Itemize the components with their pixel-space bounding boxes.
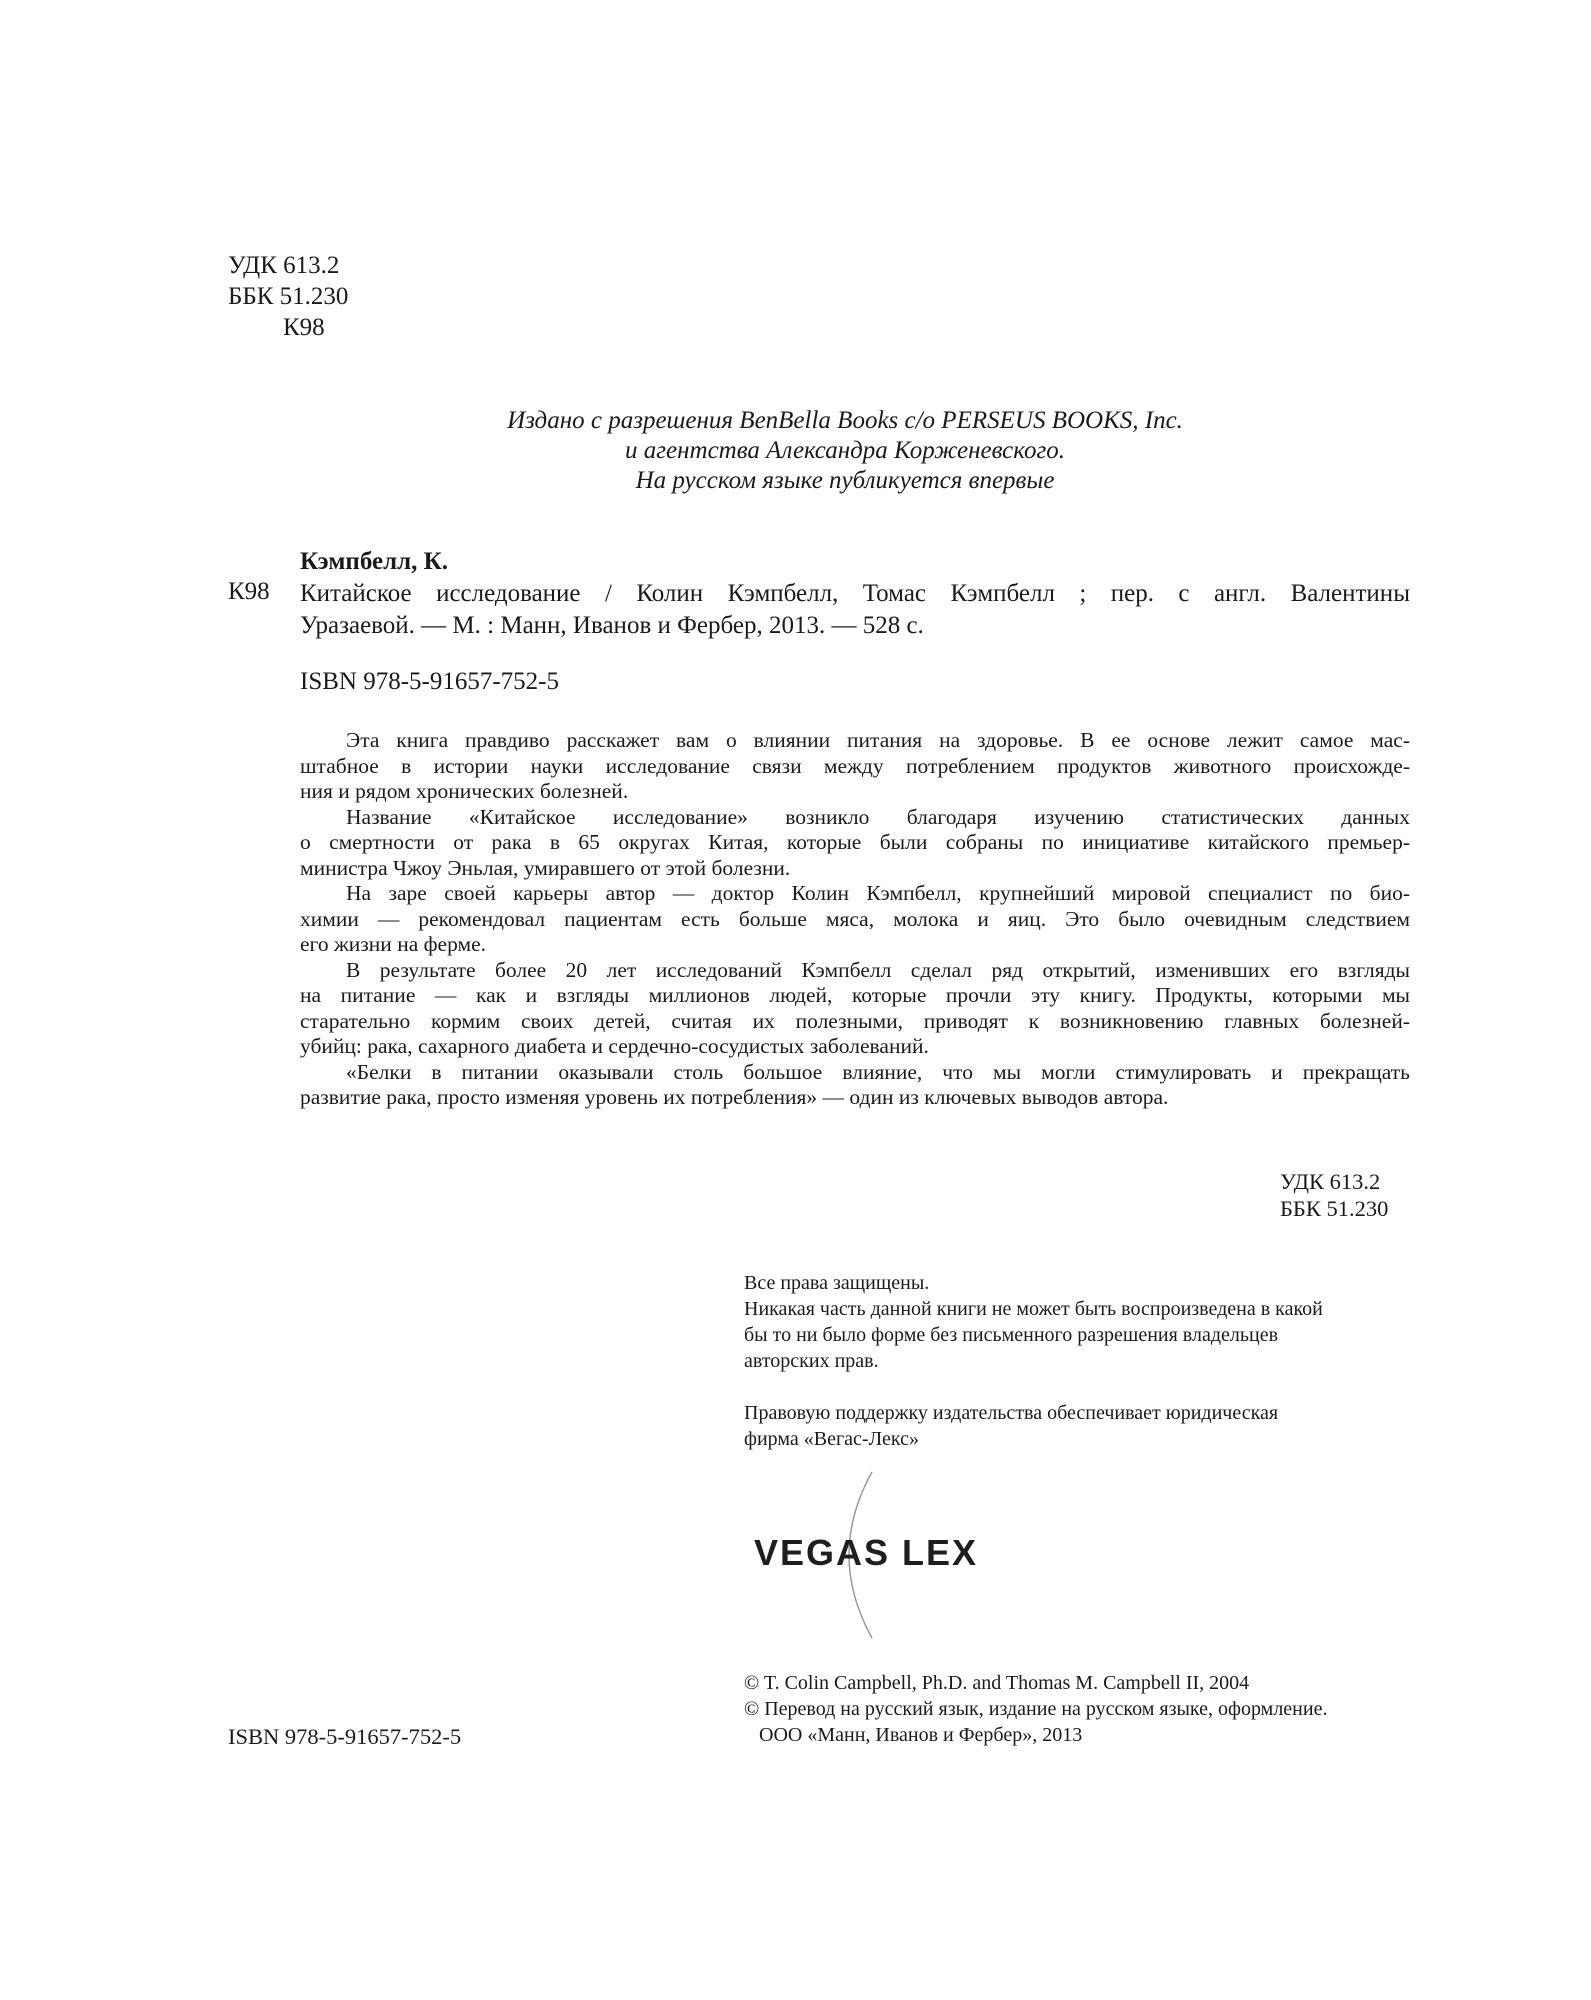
annotation-line: химии — рекомендовал пациентам есть больше мяса, молока и яиц. Это было очевидным следствием <box>300 906 1410 931</box>
annotation-line: министра Чжоу Эньлая, умиравшего от этой болезни. <box>300 855 791 880</box>
annotation-line: Эта книга правдиво расскажет вам о влиянии питания на здоровье. В ее основе лежит самое мас- <box>346 728 1410 752</box>
annotation-line: «Белки в питании оказывали столь большое влияние, что мы могли стимулировать и прекращать <box>346 1059 1410 1084</box>
bibliographic-record <box>300 546 1410 642</box>
udk-code: УДК 613.2 <box>1280 1169 1381 1194</box>
isbn-record: ISBN 978-5-91657-752-5 <box>300 668 560 695</box>
copyright-original: © T. Colin Campbell, Ph.D. and Thomas M. Campbell II, 2004 <box>744 1672 1250 1694</box>
publication-note-line: Издано с разрешения BenBella Books c/o PERSEUS BOOKS, Inc. <box>507 407 1183 434</box>
copyright-publisher: ООО «Манн, Иванов и Фербер», 2013 <box>759 1724 1083 1746</box>
isbn-bottom: ISBN 978-5-91657-752-5 <box>228 1724 462 1749</box>
annotation-line: В результате более 20 лет исследований Кэмпбелл сделал ряд открытий, изменивших его взгляды <box>346 957 1410 982</box>
classification-top <box>228 250 348 343</box>
bibliographic-description: Китайское исследование / Колин Кэмпбелл, Томас Кэмпбелл ; пер. с англ. Валентины <box>300 580 1410 607</box>
annotation-line: развитие рака, просто изменяя уровень их потребления» — один из ключевых выводов автора. <box>300 1085 1169 1109</box>
copyright-block <box>744 1670 1327 1748</box>
annotation-line: На заре своей карьеры автор — доктор Колин Кэмпбелл, крупнейший мировой специалист по био- <box>346 881 1410 905</box>
annotation <box>300 728 1410 1111</box>
publication-note-line: и агентства Александра Корженевского. <box>625 437 1065 464</box>
annotation-line: Название «Китайское исследование» возникло благодаря изучению статистических данных <box>346 804 1410 829</box>
annotation-line: штабное в истории науки исследование связи между потреблением продуктов животного происхожде- <box>300 753 1410 778</box>
annotation-line: ния и рядом хронических болезней. <box>300 779 629 803</box>
rights-line: авторских прав. <box>744 1350 879 1372</box>
legal-support-line: Правовую поддержку издательства обеспечивает юридическая <box>744 1402 1279 1424</box>
legal-support-line: фирма «Вегас-Лекс» <box>744 1428 919 1450</box>
publication-note <box>300 406 1390 496</box>
annotation-line: старательно кормим своих детей, считая их полезными, приводят к возникновению главных болезней- <box>300 1008 1410 1033</box>
copyright-translation: © Перевод на русский язык, издание на русском языке, оформление. <box>744 1698 1328 1720</box>
bbk-code: ББК 51.230 <box>1280 1196 1389 1221</box>
bbk-code: ББК 51.230 <box>228 283 349 310</box>
rights-line: Никакая часть данной книги не может быть воспроизведена в какой <box>744 1298 1323 1320</box>
bibliographic-author-sign: К98 <box>228 578 270 605</box>
annotation-line: убийц: рака, сахарного диабета и сердечно-сосудистых заболеваний. <box>300 1034 929 1058</box>
annotation-line: на питание — как и взгляды миллионов людей, которые прочли эту книгу. Продукты, которыми мы <box>300 983 1410 1007</box>
vegas-lex-logo: VEGAS LEX <box>754 1532 979 1573</box>
annotation-line: о смертности от рака в 65 округах Китая, которые были собраны по инициативе китайского премьер- <box>300 830 1410 854</box>
publication-note-line: На русском языке публикуется впервые <box>635 467 1055 494</box>
author-heading: Кэмпбелл, К. <box>300 548 449 575</box>
udk-code: УДК 613.2 <box>228 252 340 279</box>
author-sign: К98 <box>283 314 325 341</box>
rights-line: Все права защищены. <box>744 1272 930 1294</box>
rights-line: бы то ни было форме без письменного разрешения владельцев <box>744 1324 1279 1346</box>
rights-notice <box>744 1270 1323 1452</box>
annotation-line: его жизни на ферме. <box>300 932 487 956</box>
bibliographic-description: Уразаевой. — М. : Манн, Иванов и Фербер, 2013. — 528 с. <box>300 612 924 639</box>
classification-bottom <box>1280 1168 1388 1222</box>
